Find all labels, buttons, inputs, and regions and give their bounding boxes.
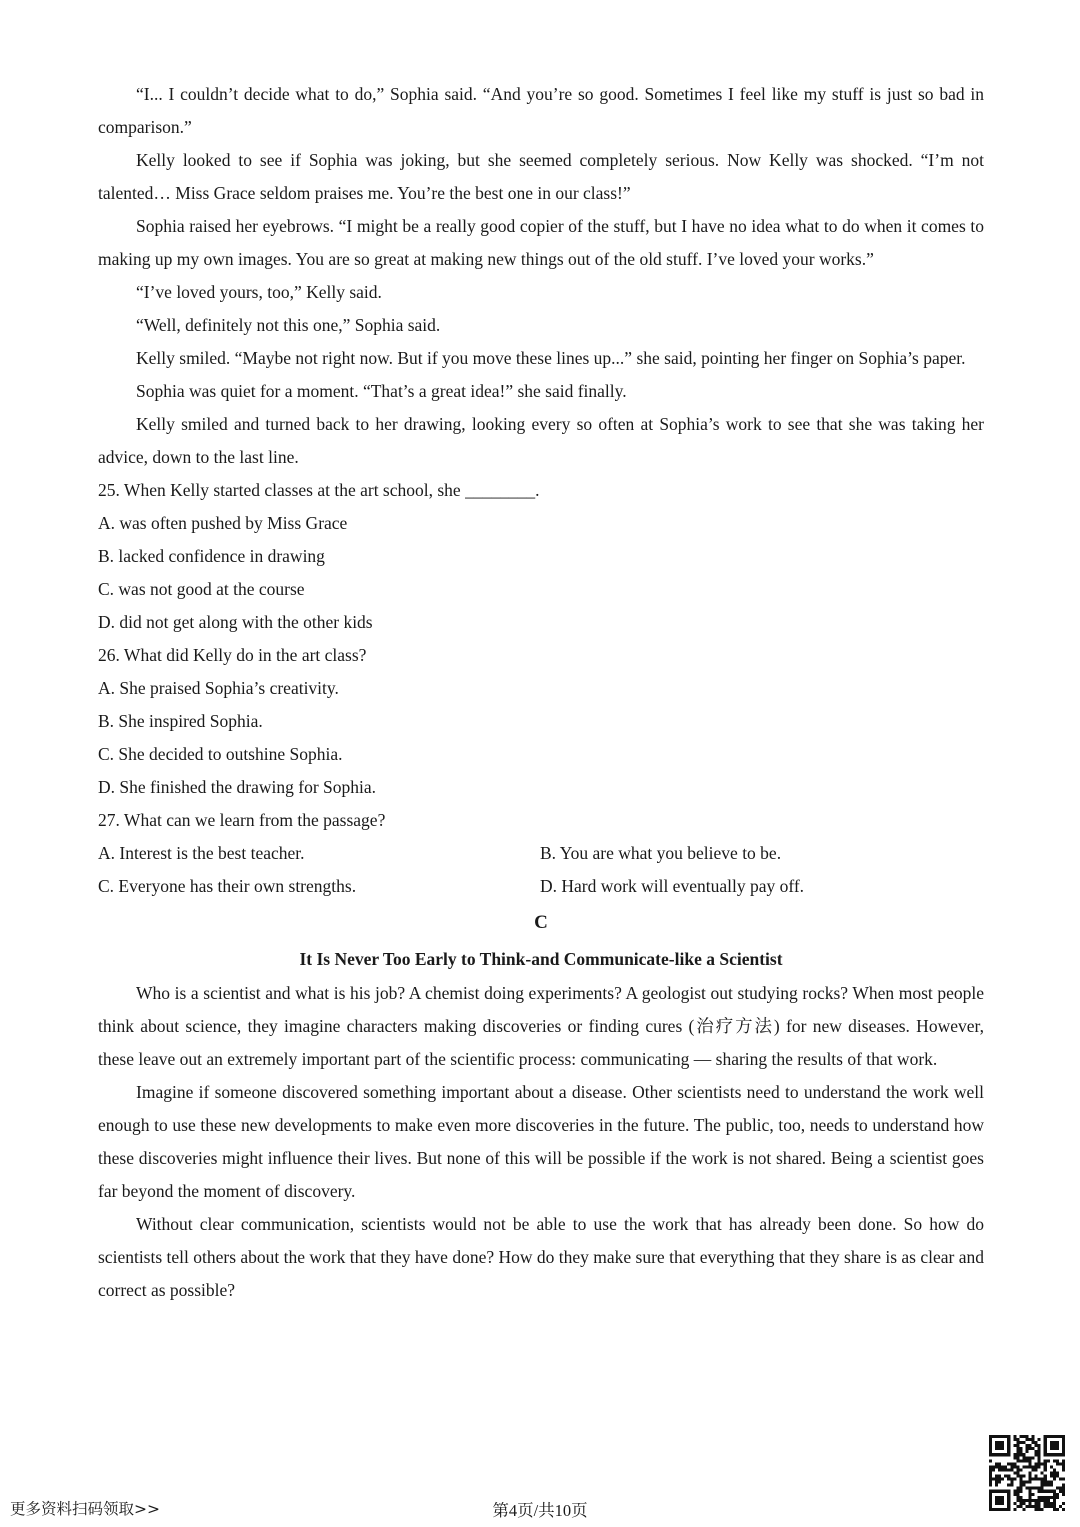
passage-b <box>98 78 984 474</box>
section-letter: C <box>534 912 548 933</box>
answer-option-row <box>98 870 984 903</box>
question-27 <box>98 804 984 903</box>
footer-promo-text[interactable]: 更多资料扫码领取>> <box>10 1500 160 1518</box>
section-c <box>98 905 984 1307</box>
answer-option: C. was not good at the course <box>98 579 305 599</box>
question-stem: 25. When Kelly started classes at the art school, she ________. <box>98 480 540 500</box>
passage-paragraph: “I’ve loved yours, too,” Kelly said. <box>136 282 382 302</box>
document-page <box>98 78 984 1307</box>
answer-option: A. was often pushed by Miss Grace <box>98 513 348 533</box>
answer-option: C. Everyone has their own strengths. <box>98 876 357 896</box>
passage-paragraph: Who is a scientist and what is his job? A chemist doing experiments? A geologist out studying rocks? When most people think about science, they imagine characters making discoveries or finding cures (治疗方法) for new diseases. However, these leave out an extremely important part of the scientific process: communicating — sharing the results of that work. <box>98 983 984 1069</box>
question-stem: 26. What did Kelly do in the art class? <box>98 645 367 665</box>
passage-paragraph: “Well, definitely not this one,” Sophia said. <box>136 315 441 335</box>
passage-paragraph: Sophia raised her eyebrows. “I might be a really good copier of the stuff, but I have no idea what to do when it comes to making up my own images. You are so great at making new things out of the old stuff. I’ve loved your works.” <box>98 216 984 269</box>
section-title: It Is Never Too Early to Think-and Communicate-like a Scientist <box>299 949 783 969</box>
answer-option: A. She praised Sophia’s creativity. <box>98 678 339 698</box>
passage-paragraph: Kelly looked to see if Sophia was joking, but she seemed completely serious. Now Kelly was shocked. “I’m not talented… Miss Grace seldom praises me. You’re the best one in our class!” <box>98 150 984 203</box>
answer-option: D. Hard work will eventually pay off. <box>540 876 805 896</box>
passage-paragraph: Without clear communication, scientists would not be able to use the work that has already been done. So how do scientists tell others about the work that they have done? How do they make sure that everything that they share is as clear and correct as possible? <box>98 1214 984 1300</box>
passage-paragraph: Sophia was quiet for a moment. “That’s a great idea!” she said finally. <box>136 381 627 401</box>
qr-code-icon[interactable] <box>989 1435 1065 1511</box>
passage-paragraph: “I... I couldn’t decide what to do,” Sophia said. “And you’re so good. Sometimes I feel like my stuff is just so bad in comparison.” <box>98 84 984 137</box>
answer-option: B. You are what you believe to be. <box>540 843 782 863</box>
answer-option: D. She finished the drawing for Sophia. <box>98 777 377 797</box>
answer-option: B. lacked confidence in drawing <box>98 546 325 566</box>
answer-option: C. She decided to outshine Sophia. <box>98 744 343 764</box>
question-stem: 27. What can we learn from the passage? <box>98 810 386 830</box>
answer-option: D. did not get along with the other kids <box>98 612 373 632</box>
passage-paragraph: Kelly smiled. “Maybe not right now. But if you move these lines up...” she said, pointing her finger on Sophia’s paper. <box>136 348 966 368</box>
passage-paragraph: Imagine if someone discovered something important about a disease. Other scientists need to understand the work well enough to use these new developments to make even more discoveries in the future. The public, too, needs to understand how these discoveries might influence their lives. But none of this will be possible if the work is not shared. Being a scientist goes far beyond the moment of discovery. <box>98 1082 984 1201</box>
answer-option: B. She inspired Sophia. <box>98 711 263 731</box>
passage-paragraph: Kelly smiled and turned back to her drawing, looking every so often at Sophia’s work to see that she was taking her advice, down to the last line. <box>98 414 984 467</box>
answer-option: A. Interest is the best teacher. <box>98 843 305 863</box>
answer-option-row <box>98 837 984 870</box>
question-25 <box>98 474 984 639</box>
page-number: 第4页/共10页 <box>492 1501 588 1520</box>
question-26 <box>98 639 984 804</box>
